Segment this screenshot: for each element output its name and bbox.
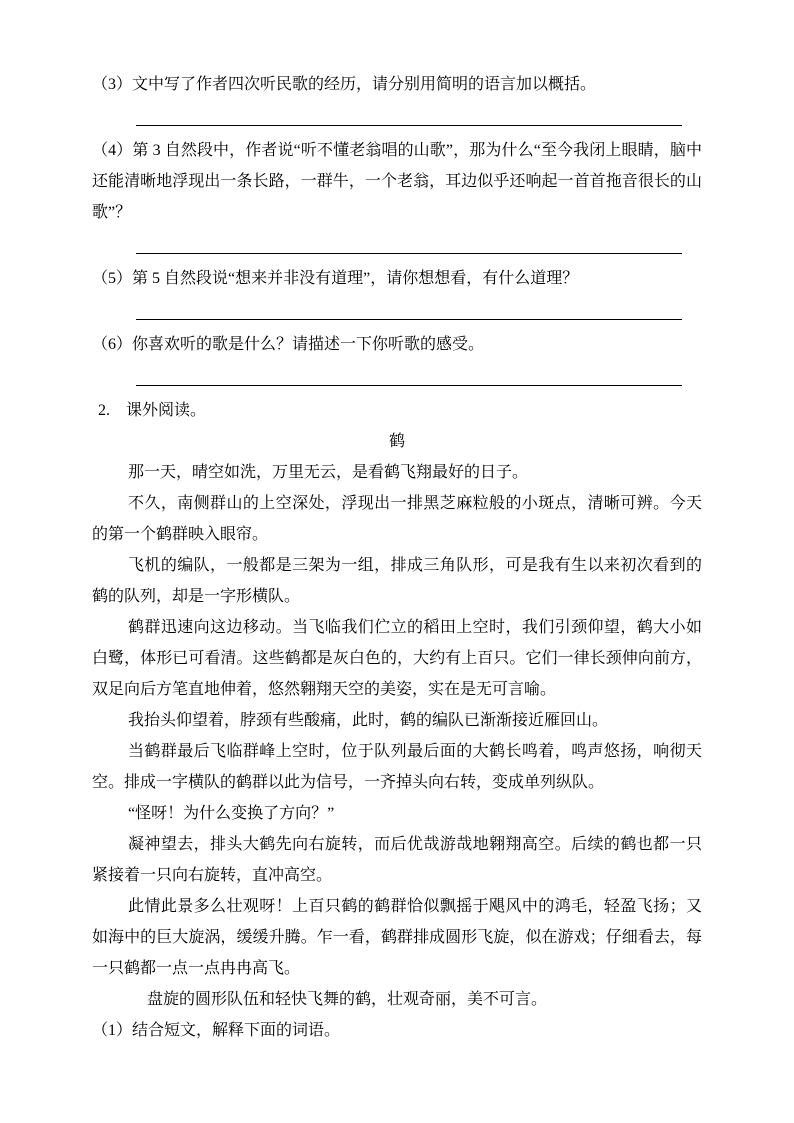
section-2-heading: 2. 课外阅读。: [98, 402, 207, 419]
passage-paragraph-7: “怪呀！为什么变换了方向？”: [128, 805, 335, 822]
passage-paragraph-8: 凝神望去，排头大鹤先向右旋转，而后优哉游哉地翱翔高空。后续的鹤也都一只紧接着一只向右旋转，直冲高空。: [92, 836, 702, 884]
question-1: （1）结合短文，解释下面的词语。: [92, 1022, 341, 1039]
answer-blank-line-1: [136, 100, 682, 126]
passage-paragraph-1: 那一天，晴空如洗，万里无云，是看鹤飞翔最好的日子。: [128, 464, 529, 481]
passage-paragraph-2: 不久，南侧群山的上空深处，浮现出一排黑芝麻粒般的小斑点，清晰可辨。今天的第一个鹤群映入眼帘。: [92, 495, 702, 543]
answer-blank-line-2: [136, 228, 682, 254]
passage-paragraph-5: 我抬头仰望着，脖颈有些酸痛，此时，鹤的编队已渐渐接近雁回山。: [128, 712, 609, 729]
question-6: （6）你喜欢听的歌是什么？请描述一下你听歌的感受。: [92, 336, 485, 353]
answer-blank-line-4: [136, 360, 682, 386]
question-5: （5）第 5 自然段说“想来并非没有道理”，请你想想看，有什么道理？: [92, 270, 579, 287]
passage-paragraph-3: 飞机的编队，一般都是三架为一组，排成三角队形，可是我有生以来初次看到的鹤的队列，却是一字形横队。: [92, 557, 702, 605]
answer-blank-line-3: [136, 294, 682, 320]
question-4: （4）第 3 自然段中，作者说“听不懂老翁唱的山歌”，那为什么“至今我闭上眼睛，脑中还能清晰地浮现出一条长路，一群牛，一个老翁，耳边似乎还响起一首首拖音很长的山歌”？: [92, 142, 702, 221]
passage-paragraph-6: 当鹤群最后飞临群峰上空时，位于队列最后面的大鹤长鸣着，鸣声悠扬，响彻天空。排成一字横队的鹤群以此为信号，一齐掉头向右转，变成单列纵队。: [92, 743, 702, 791]
passage-paragraph-10: 盘旋的圆形队伍和轻快飞舞的鹤，壮观奇丽，美不可言。: [147, 991, 548, 1008]
question-3: （3）文中写了作者四次听民歌的经历，请分别用简明的语言加以概括。: [92, 76, 597, 93]
passage-paragraph-4: 鹤群迅速向这边移动。当飞临我们伫立的稻田上空时，我们引颈仰望，鹤大小如白鹭，体形已可看清。这些鹤都是灰白色的，大约有上百只。它们一律长颈伸向前方，双足向后方笔直地伸着，悠然翱翔天空的美姿，实在是无可言喻。: [92, 619, 702, 698]
passage-paragraph-9: 此情此景多么壮观呀！上百只鹤的鹤群恰似飘摇于飓风中的鸿毛，轻盈飞扬；又如海中的巨大旋涡，缓缓升腾。乍一看，鹤群排成圆形飞旋，似在游戏；仔细看去，每一只鹤都一点一点冉冉高飞。: [92, 898, 702, 977]
passage-title: 鹤: [388, 433, 405, 450]
